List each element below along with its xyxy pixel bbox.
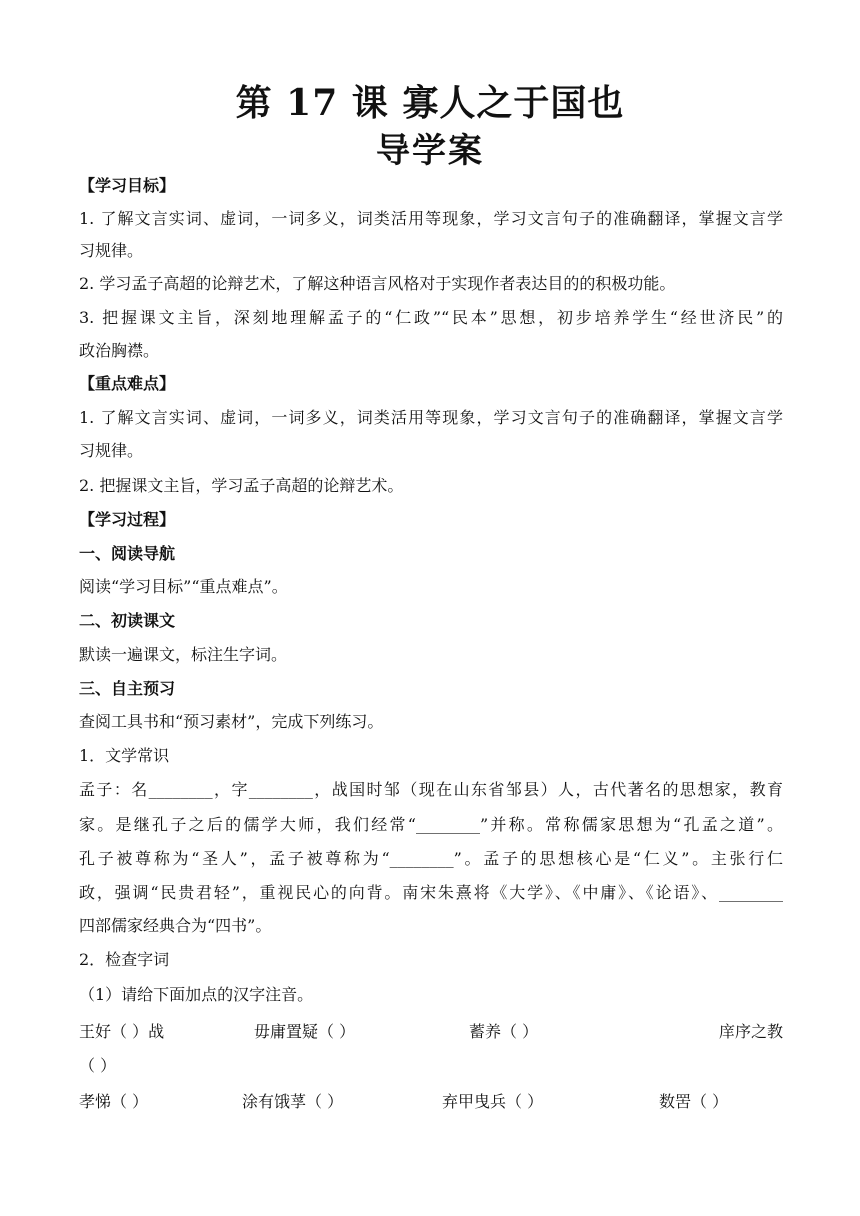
process-header: 【学习过程】	[79, 510, 176, 529]
lesson-title: 第 17 课 寡人之于国也	[235, 82, 625, 124]
pinyin-item: 数罟（ ）	[659, 1092, 729, 1111]
step-1-title: 一、阅读导航	[79, 544, 176, 563]
goal-3-line-1: 3. 把握课文主旨，深刻地理解孟子的“仁政”“民本”思想，初步培养学生“经世济民”的	[79, 308, 783, 327]
pinyin-row-1	[79, 1021, 783, 1043]
literature-line-3: 孔子被尊称为“圣人”，孟子被尊称为“________”。孟子的思想核心是“仁义”。主张行仁	[79, 849, 783, 868]
goal-1-line-1: 1. 了解文言实词、虚词，一词多义，词类活用等现象，学习文言句子的准确翻译，掌握文言学	[79, 209, 783, 228]
pinyin-item: 蓄养（ ）	[469, 1022, 539, 1041]
pinyin-item: 庠序之教	[718, 1022, 783, 1041]
step-2-title: 二、初读课文	[79, 611, 176, 630]
pinyin-item: 王好（ ）战	[79, 1022, 165, 1041]
pinyin-row-1-tail: （ ）	[79, 1056, 117, 1075]
literature-title: 1．文学常识	[79, 746, 170, 765]
pinyin-item: 涂有饿莩（ ）	[242, 1092, 344, 1111]
goals-header: 【学习目标】	[79, 176, 176, 195]
goal-2: 2. 学习孟子高超的论辩艺术，了解这种语言风格对于实现作者表达目的的积极功能。	[79, 274, 676, 293]
literature-line-4: 政，强调“民贵君轻”，重视民心的向背。南宋朱熹将《大学》、《中庸》、《论语》、________	[79, 883, 783, 902]
step-3-title: 三、自主预习	[79, 679, 176, 698]
literature-line-5: 四部儒家经典合为“四书”。	[79, 916, 272, 935]
step-3-text: 查阅工具书和“预习素材”，完成下列练习。	[79, 712, 384, 731]
goal-1-line-2: 习规律。	[79, 241, 144, 260]
step-1-text: 阅读“学习目标”“重点难点”。	[79, 577, 288, 596]
key-2: 2. 把握课文主旨，学习孟子高超的论辩艺术。	[79, 476, 404, 495]
pinyin-row-2	[79, 1091, 783, 1113]
check-words-title: 2．检查字词	[79, 950, 170, 969]
goal-3-line-2: 政治胸襟。	[79, 341, 160, 360]
key-1-line-2: 习规律。	[79, 441, 144, 460]
key-1-line-1: 1. 了解文言实词、虚词，一词多义，词类活用等现象，学习文言句子的准确翻译，掌握文言学	[79, 408, 783, 427]
step-2-text: 默读一遍课文，标注生字词。	[79, 645, 288, 664]
pinyin-item: 孝悌（ ）	[79, 1092, 149, 1111]
check-words-subtitle: （1）请给下面加点的汉字注音。	[79, 985, 314, 1004]
literature-line-1: 孟子：名________，字________，战国时邹（现在山东省邹县）人，古代著名的思想家，教育	[79, 780, 783, 799]
pinyin-item: 毋庸置疑（ ）	[254, 1022, 356, 1041]
literature-line-2: 家。是继孔子之后的儒学大师，我们经常“________”并称。常称儒家思想为“孔孟之道”。	[79, 815, 783, 834]
key-points-header: 【重点难点】	[79, 374, 176, 393]
lesson-subtitle: 导学案	[376, 131, 484, 171]
pinyin-item: 弃甲曳兵（ ）	[442, 1092, 544, 1111]
